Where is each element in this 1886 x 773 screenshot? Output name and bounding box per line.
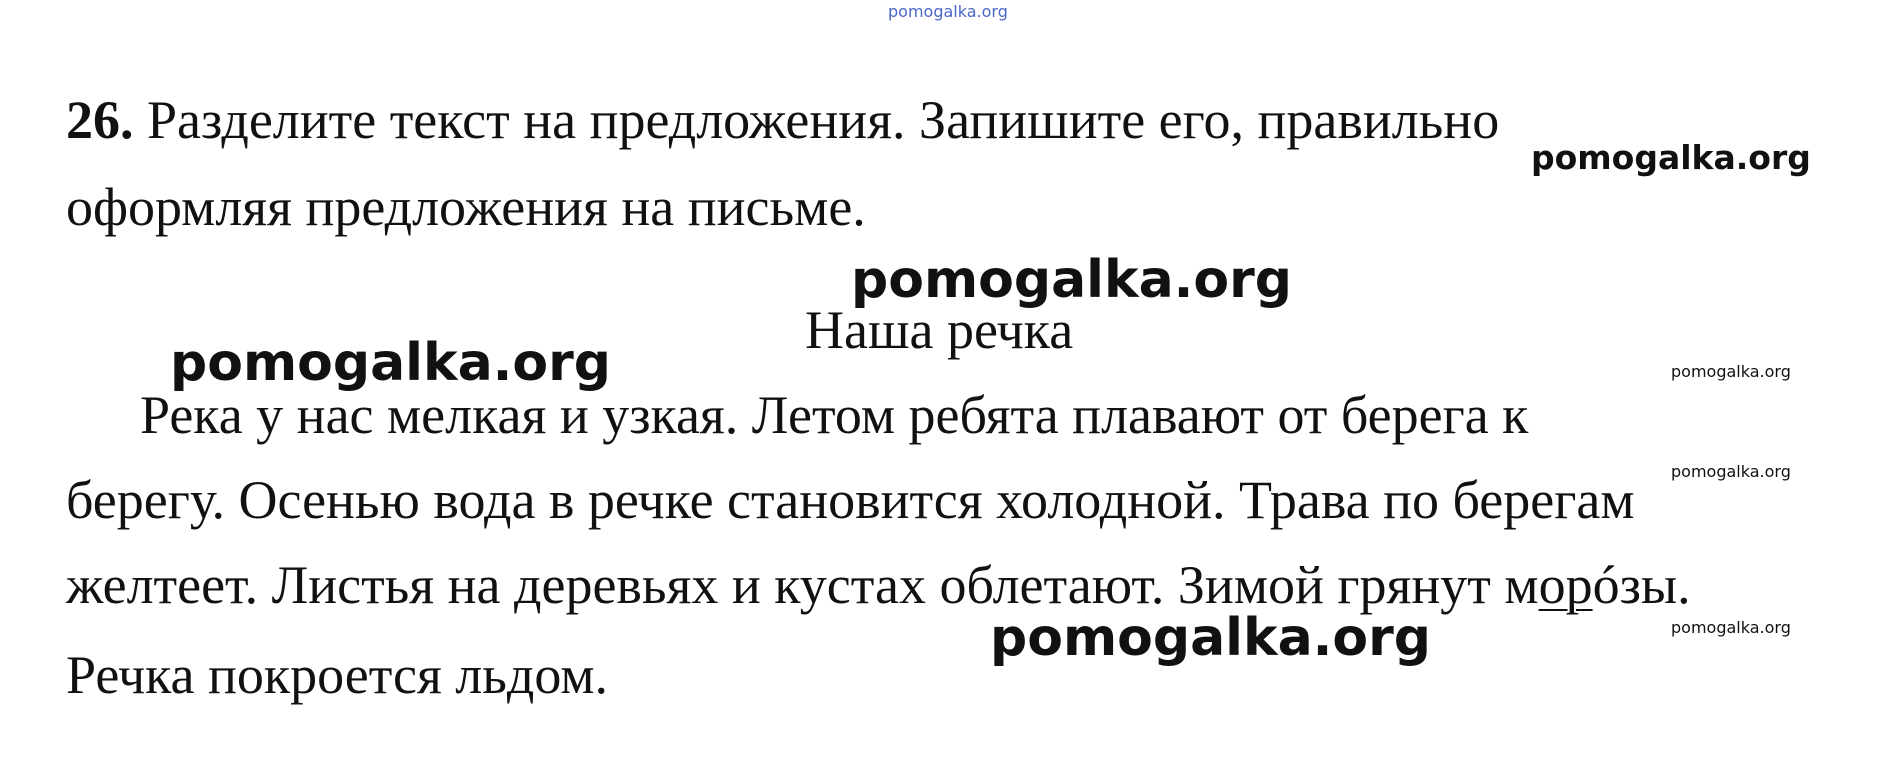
task-instruction-line2: оформляя предложения на письме. [66,177,866,237]
watermark-left-mid: pomogalka.org [170,333,612,393]
text-line-3 [66,555,1691,615]
watermark-small-1: pomogalka.org [1671,362,1791,381]
watermark-small-3: pomogalka.org [1671,618,1791,637]
task-instruction-line1 [66,90,1499,150]
task-number: 26. [66,90,134,150]
watermark-center-top: pomogalka.org [851,250,1293,310]
watermark-small-2: pomogalka.org [1671,462,1791,481]
watermark-center-bottom: pomogalka.org [990,608,1432,668]
text-line-3-start: желтеет. Листья на деревьях и кустах облетают. Зимой грянут м [66,555,1539,615]
watermark-right-large: pomogalka.org [1531,138,1811,177]
text-line-4: Речка покроется льдом. [66,645,609,705]
watermark-top: pomogalka.org [888,2,1008,21]
text-line-2: берегу. Осенью вода в речке становится холодной. Трава по берегам [66,470,1635,530]
text-line-1: Река у нас мелкая и узкая. Летом ребята плавают от берега к [140,385,1529,445]
instruction-text-1: Разделите текст на предложения. Запишите его, правильно [147,90,1500,150]
text-line-3-end: óзы. [1592,555,1691,615]
text-title: Наша речка [805,300,1074,360]
text-line-3-underlined: ор [1538,555,1593,615]
